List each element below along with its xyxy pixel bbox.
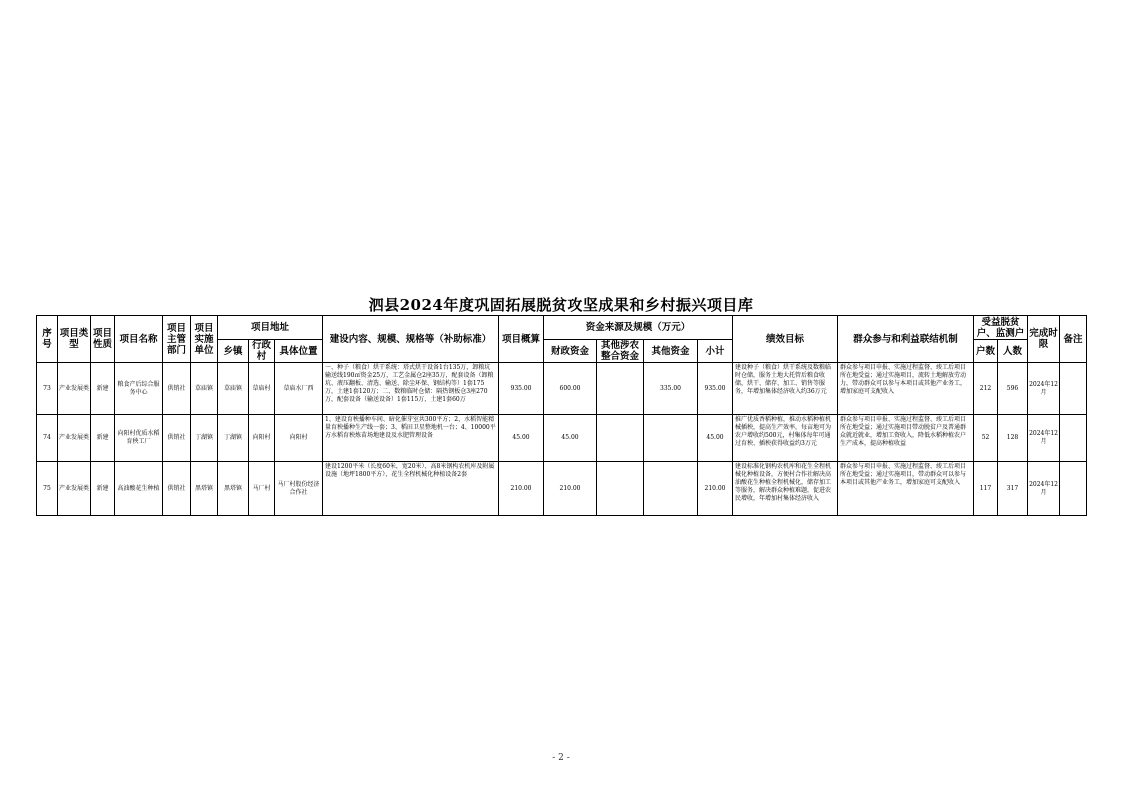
table-row xyxy=(37,415,1087,462)
cell-seq: 74 xyxy=(37,415,58,462)
cell-deadline: 2024年12月 xyxy=(1028,363,1060,415)
header-budget: 项目概算 xyxy=(499,316,544,363)
cell-other-agri xyxy=(597,462,644,516)
cell-fiscal: 600.00 xyxy=(544,363,597,415)
cell-households: 117 xyxy=(974,462,998,516)
header-other-agri: 其他涉农整合资金 xyxy=(597,340,644,363)
cell-village: 马厂村 xyxy=(249,462,275,516)
cell-goal: 建设标准化钢构农机库和花生全程机械化种植设备，方便村合作社解决高油酸花生种植全程机械化，储存加工等服务，解决群众种植难题，促进农民增收，年增加村集体经济收入 xyxy=(733,462,838,516)
cell-deadline: 2024年12月 xyxy=(1028,415,1060,462)
page-number: - 2 - xyxy=(552,753,570,763)
cell-other-agri xyxy=(597,415,644,462)
cell-seq: 75 xyxy=(37,462,58,516)
header-remark: 备注 xyxy=(1060,316,1087,363)
header-village: 行政村 xyxy=(249,340,275,363)
header-address: 项目地址 xyxy=(218,316,323,340)
cell-budget: 935.00 xyxy=(499,363,544,415)
header-fiscal: 财政资金 xyxy=(544,340,597,363)
cell-budget: 210.00 xyxy=(499,462,544,516)
cell-mechanism: 群众参与项目申报、实施过程监督、竣工后项目所在地受益；通过实施项目带动脱贫户及普通群众就近就业，增加工资收入，降低水稻种植农户生产成本，提高种植收益 xyxy=(838,415,974,462)
cell-seq: 73 xyxy=(37,363,58,415)
cell-type: 产业发展类 xyxy=(58,363,91,415)
cell-content: 一、种子（粮食）烘干系统：塔式烘干设备1台135万，卸粮坑输送线190㎡资金25万，工艺金属仓2座35万，配套设备（卸粮坑、液压翻板、清选、输送、除尘环保、钢结构等）1套175万，土建1套120万；二、数粮临时仓储：隔热钢板仓3座270万，配套设备（输送设备）1套115万，土建1套60万 xyxy=(323,363,499,415)
cell-village: 草庙村 xyxy=(249,363,275,415)
header-nature: 项目性质 xyxy=(91,316,115,363)
cell-dept: 供销社 xyxy=(163,415,191,462)
cell-unit: 草庙镇 xyxy=(191,363,218,415)
page-title: 泗县2024年度巩固拓展脱贫攻坚成果和乡村振兴项目库 xyxy=(368,296,754,314)
cell-households: 52 xyxy=(974,415,998,462)
header-subtotal: 小计 xyxy=(698,340,733,363)
cell-dept: 供销社 xyxy=(163,462,191,516)
header-other: 其他资金 xyxy=(644,340,698,363)
cell-households: 212 xyxy=(974,363,998,415)
cell-subtotal: 45.00 xyxy=(698,415,733,462)
cell-nature: 新建 xyxy=(91,415,115,462)
cell-type: 产业发展类 xyxy=(58,415,91,462)
header-funds: 资金来源及规模（万元） xyxy=(544,316,733,340)
header-location: 具体位置 xyxy=(275,340,323,363)
header-name: 项目名称 xyxy=(115,316,163,363)
header-unit: 项目实施单位 xyxy=(191,316,218,363)
cell-content: 1、建设育秧播种车间、暗化催芽室共300平方；2、水稻智能精量育秧播种生产线一套；3、稻田卫星整地机一台；4、10000平方水稻育秧炼苗场地建设及水肥管理设备 xyxy=(323,415,499,462)
cell-content: 建设1200平米（长度60米，宽20米）、高8米钢构农机库及附属设施（地坪1800平方），花生全程机械化种植设备2套 xyxy=(323,462,499,516)
header-seq: 序号 xyxy=(37,316,58,363)
cell-remark xyxy=(1060,462,1087,516)
cell-town: 草庙镇 xyxy=(218,363,249,415)
header-town: 乡镇 xyxy=(218,340,249,363)
cell-mechanism: 群众参与项目申报、实施过程监督、竣工后项目所在地受益；通过实施项目，流转土地解放劳动力，带动群众可以参与本项目或其他产业务工，增加家庭可支配收入 xyxy=(838,363,974,415)
cell-type: 产业发展类 xyxy=(58,462,91,516)
cell-other-agri xyxy=(597,363,644,415)
cell-remark xyxy=(1060,363,1087,415)
cell-fiscal: 45.00 xyxy=(544,415,597,462)
cell-nature: 新建 xyxy=(91,363,115,415)
table-row xyxy=(37,462,1087,516)
cell-budget: 45.00 xyxy=(499,415,544,462)
header-content: 建设内容、规模、规格等（补助标准） xyxy=(323,316,499,363)
cell-village: 向阳村 xyxy=(249,415,275,462)
cell-deadline: 2024年12月 xyxy=(1028,462,1060,516)
cell-name: 高油酸花生种植 xyxy=(115,462,163,516)
cell-mechanism: 群众参与项目申报、实施过程监督、竣工后项目所在地受益；通过实施项目，带动群众可以参与本项目或其他产业务工，增加家庭可支配收入 xyxy=(838,462,974,516)
cell-location: 向阳村 xyxy=(275,415,323,462)
cell-subtotal: 935.00 xyxy=(698,363,733,415)
cell-goal: 推广优质香稻种植，推动水稻种植机械插秧，提高生产效率，每亩地可为农户增收约500元，村集体每年可通过育秧、插秧获得收益约3万元 xyxy=(733,415,838,462)
cell-people: 128 xyxy=(998,415,1028,462)
cell-dept: 供销社 xyxy=(163,363,191,415)
project-table xyxy=(36,315,1087,516)
table-row xyxy=(37,363,1087,415)
cell-town: 黑塔镇 xyxy=(218,462,249,516)
cell-nature: 新建 xyxy=(91,462,115,516)
cell-people: 317 xyxy=(998,462,1028,516)
cell-people: 596 xyxy=(998,363,1028,415)
cell-remark xyxy=(1060,415,1087,462)
cell-unit: 丁湖镇 xyxy=(191,415,218,462)
header-beneficiary: 受益脱贫户、监测户 xyxy=(974,316,1028,340)
cell-other: 335.00 xyxy=(644,363,698,415)
header-households: 户数 xyxy=(974,340,998,363)
cell-goal: 建设种子（粮食）烘干系统及数粮临时仓储，服务土地大托管后粮食收储，烘干、储存、加工、销售等服务，年增加集体经济收入约36万元 xyxy=(733,363,838,415)
cell-name: 向阳村优质水稻育秧工厂 xyxy=(115,415,163,462)
cell-town: 丁湖镇 xyxy=(218,415,249,462)
header-mechanism: 群众参与和利益联结机制 xyxy=(838,316,974,363)
cell-fiscal: 210.00 xyxy=(544,462,597,516)
header-deadline: 完成时限 xyxy=(1028,316,1060,363)
cell-location: 马厂村股份经济合作社 xyxy=(275,462,323,516)
cell-subtotal: 210.00 xyxy=(698,462,733,516)
header-type: 项目类型 xyxy=(58,316,91,363)
header-goal: 绩效目标 xyxy=(733,316,838,363)
cell-unit: 黑塔镇 xyxy=(191,462,218,516)
cell-other xyxy=(644,415,698,462)
cell-location: 草庙水厂西 xyxy=(275,363,323,415)
header-dept: 项目主管部门 xyxy=(163,316,191,363)
header-people: 人数 xyxy=(998,340,1028,363)
cell-other xyxy=(644,462,698,516)
cell-name: 粮食产后综合服务中心 xyxy=(115,363,163,415)
